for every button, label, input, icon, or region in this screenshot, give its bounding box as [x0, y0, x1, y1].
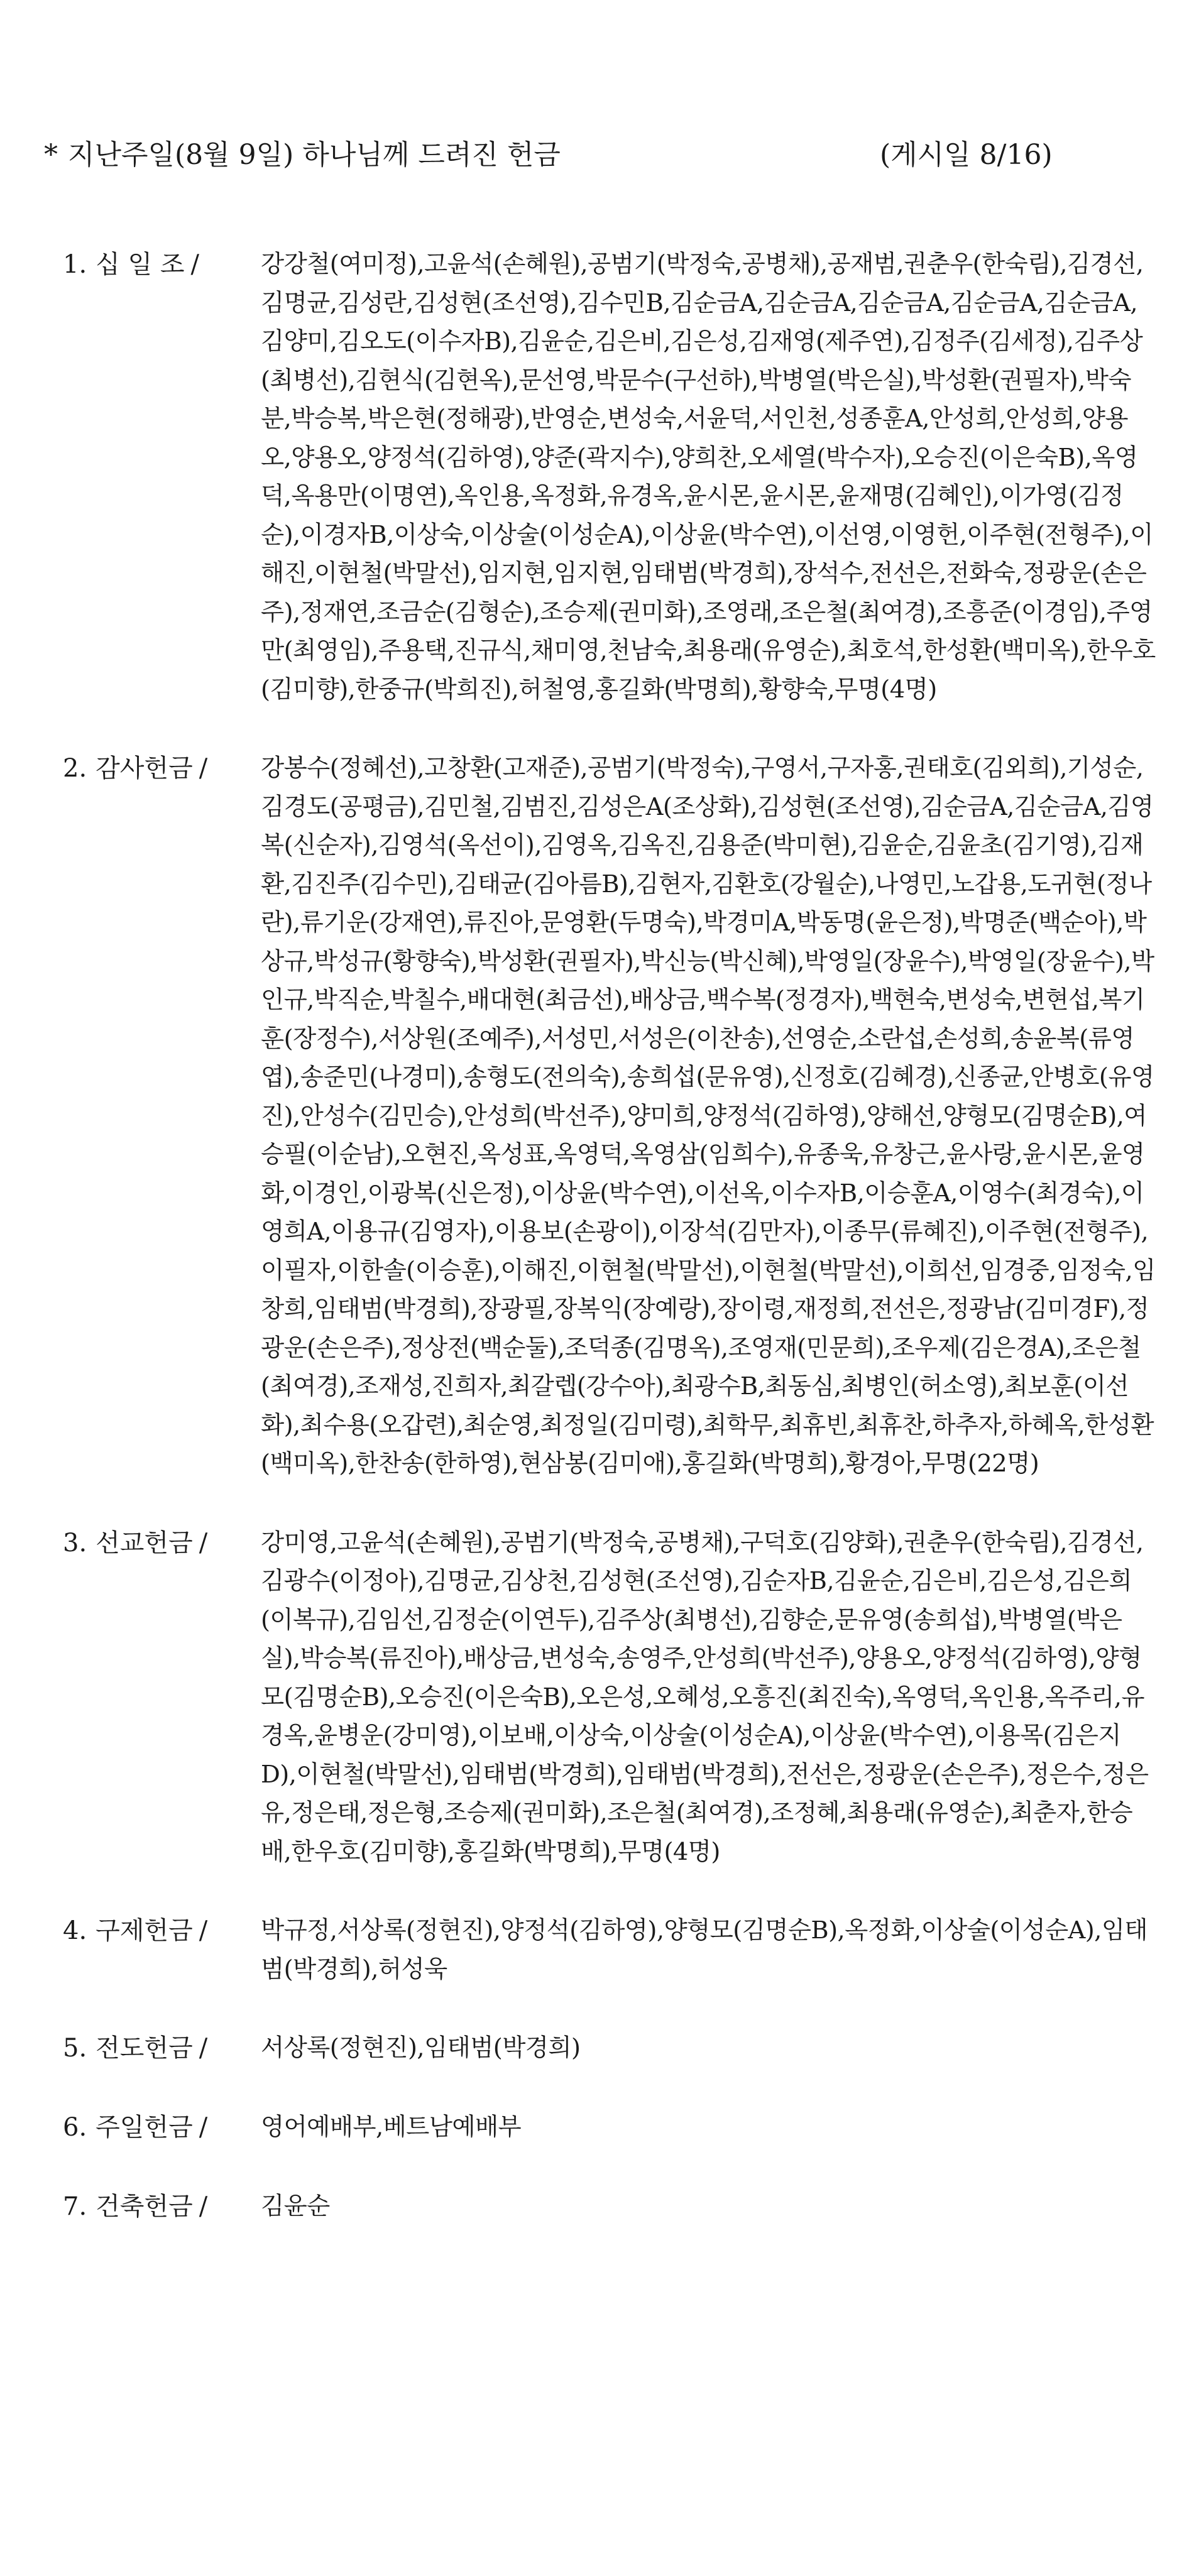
- section-title: 감사헌금: [96, 754, 193, 783]
- section-title: 건축헌금: [96, 2192, 193, 2221]
- section-sunday: [63, 2108, 1156, 2147]
- donor-list-building: 김윤순: [261, 2192, 330, 2220]
- section-slash: /: [199, 2034, 208, 2063]
- section-title: 전도헌금: [96, 2034, 193, 2063]
- section-mission: [63, 1524, 1156, 1872]
- section-label: [63, 2029, 261, 2068]
- donor-list-tithe: 강강철(여미정),고윤석(손혜원),공범기(박정숙,공병채),공재범,권춘우(한숙림),김경선,김명균,김성란,김성현(조선영),김수민B,김순금A,김순금A,김순금A,김순금A,김순금A,김양미,김오도(이수자B),김윤순,김은비,김은성,김재영(제주연),김정주(김세정),김주상(최병선),김현식(김현옥),문선영,박문수(구선하),박병열(박은실),박성환(권필자),박숙분,박승복,박은현(정해광),반영순,변성숙,서윤덕,서인천,성종훈A,안성희,안성희,양용오,양용오,양정석(김하영),양준(곽지수),양희찬,오세열(박수자),오승진(이은숙B),옥영덕,옥용만(이명연),옥인용,옥정화,유경옥,윤시몬,윤시몬,윤재명(김혜인),이가영(김정순),이경자B,이상숙,이상술(이성순A),이상윤(박수연),이선영,이영헌,이주현(전형주),이해진,이현철(박말선),임지현,임지현,임태범(박경희),장석수,전선은,전화숙,정광운(손은주),정재연,조금순(김형순),조승제(권미화),조영래,조은철(최여경),조흥준(이경임),주영만(최영임),주용택,진규식,채미영,천남숙,최용래(유영순),최호석,한성환(백미옥),한우호(김미향),한중규(박희진),허철영,홍길화(박명희),황향숙,무명(4명): [261, 250, 1156, 704]
- donor-list-sunday: 영어예배부,베트남예배부: [261, 2113, 522, 2141]
- section-slash: /: [199, 2192, 208, 2221]
- section-slash: /: [190, 250, 200, 279]
- section-title: 구제헌금: [96, 1916, 193, 1945]
- donor-list-thanksgiving: 강봉수(정혜선),고창환(고재준),공범기(박정숙),구영서,구자홍,권태호(김외희),기성순,김경도(공평금),김민철,김범진,김성은A(조상화),김성현(조선영),김순금A,김순금A,김영복(신순자),김영석(옥선이),김영옥,김옥진,김용준(박미현),김윤순,김윤초(김기영),김재환,김진주(김수민),김태균(김아름B),김현자,김환호(강월순),나영민,노갑용,도귀현(정나란),류기운(강재연),류진아,문영환(두명숙),박경미A,박동명(윤은정),박명준(백순아),박상규,박성규(황향숙),박성환(권필자),박신능(박신혜),박영일(장윤수),박영일(장윤수),박인규,박직순,박칠수,배대현(최금선),배상금,백수복(정경자),백현숙,변성숙,변현섭,복기훈(장정수),서상원(조예주),서성민,서성은(이찬송),선영순,소란섭,손성희,송윤복(류영엽),송준민(나경미),송형도(전의숙),송희섭(문유영),신정호(김혜경),신종균,안병호(유영진),안성수(김민승),안성희(박선주),양미희,양정석(김하영),양해선,양형모(김명순B),여승필(이순남),오현진,옥성표,옥영덕,옥영삼(임희수),유종욱,유창근,윤사랑,윤시몬,윤영화,이경인,이광복(신은정),이상윤(박수연),이선옥,이수자B,이승훈A,이영수(최경숙),이영희A,이용규(김영자),이용보(손광이),이장석(김만자),이종무(류혜진),이주현(전형주),이필자,이한솔(이승훈),이해진,이현철(박말선),이현철(박말선),이희선,임경중,임정숙,임창희,임태범(박경희),장광필,장복익(장예랑),장이령,재정희,전선은,정광남(김미경F),정광운(손은주),정상전(백순둘),조덕종(김명옥),조영재(민문희),조우제(김은경A),조은철(최여경),조재성,진희자,최갈렙(강수아),최광수B,최동심,최병인(허소영),최보훈(이선화),최수용(오갑련),최순영,최정일(김미령),최학무,최휴빈,최휴찬,하추자,하혜옥,한성환(백미옥),한찬송(한하영),현삼봉(김미애),홍길화(박명희),황경아,무명(22명): [261, 754, 1156, 1478]
- section-number: 4.: [63, 1916, 87, 1945]
- section-slash: /: [199, 1916, 208, 1945]
- section-number: 2.: [63, 754, 87, 783]
- header-title: 지난주일(8월 9일) 하나님께 드려진 헌금: [68, 139, 561, 171]
- section-slash: /: [199, 754, 208, 783]
- section-label: [63, 749, 261, 788]
- bulletin-header: [44, 133, 1112, 177]
- section-label: [63, 1911, 261, 1950]
- section-title: 십 일 조: [96, 250, 185, 279]
- section-slash: /: [199, 1528, 208, 1558]
- section-number: 3.: [63, 1528, 87, 1558]
- header-star: *: [44, 139, 58, 171]
- section-number: 5.: [63, 2034, 87, 2063]
- section-number: 7.: [63, 2192, 87, 2221]
- section-title: 선교헌금: [96, 1528, 193, 1558]
- offering-sections: [63, 245, 1156, 2266]
- section-thanksgiving: [63, 749, 1156, 1483]
- donor-list-mission: 강미영,고윤석(손혜원),공범기(박정숙,공병채),구덕호(김양화),권춘우(한숙림),김경선,김광수(이정아),김명균,김상천,김성현(조선영),김순자B,김윤순,김은비,김은성,김은희(이복규),김임선,김정순(이연두),김주상(최병선),김향순,문유영(송희섭),박병열(박은실),박승복(류진아),배상금,변성숙,송영주,안성희(박선주),양용오,양정석(김하영),양형모(김명순B),오승진(이은숙B),오은성,오혜성,오흥진(최진숙),옥영덕,옥인용,옥주리,유경옥,윤병운(강미영),이보배,이상숙,이상술(이성순A),이상윤(박수연),이용목(김은지D),이현철(박말선),임태범(박경희),임태범(박경희),전선은,정광운(손은주),정은수,정은유,정은태,정은형,조승제(권미화),조은철(최여경),조정혜,최용래(유영순),최춘자,한승배,한우호(김미향),홍길화(박명희),무명(4명): [261, 1528, 1149, 1866]
- donor-list-relief: 박규정,서상록(정현진),양정석(김하영),양형모(김명순B),옥정화,이상술(이성순A),임태범(박경희),허성욱: [261, 1916, 1148, 1984]
- section-relief: [63, 1911, 1156, 1989]
- section-tithe: [63, 245, 1156, 709]
- section-slash: /: [199, 2113, 208, 2142]
- post-date: (게시일 8/16): [880, 139, 1053, 171]
- section-building: [63, 2187, 1156, 2226]
- section-evangelism: [63, 2029, 1156, 2068]
- section-title: 주일헌금: [96, 2113, 193, 2142]
- section-label: [63, 2108, 261, 2147]
- section-number: 6.: [63, 2113, 87, 2142]
- donor-list-evangelism: 서상록(정현진),임태범(박경희): [261, 2034, 581, 2062]
- section-number: 1.: [63, 250, 87, 279]
- section-label: [63, 245, 261, 284]
- section-label: [63, 1524, 261, 1563]
- section-label: [63, 2187, 261, 2226]
